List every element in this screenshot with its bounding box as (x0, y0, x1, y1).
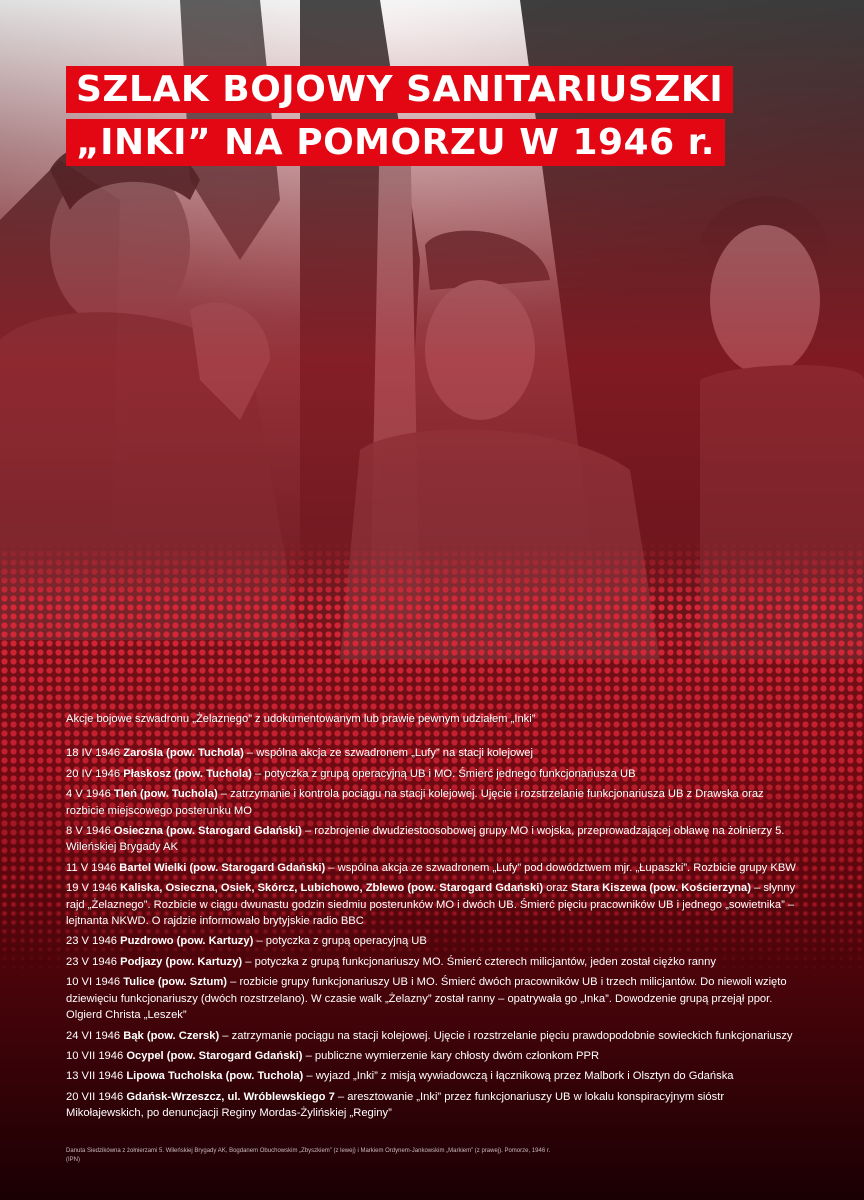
event-text: – potyczka z grupą funkcjonariuszy MO. Śmierć czterech milicjantów, jeden został ciężko ranny (242, 955, 716, 968)
event-item (66, 860, 798, 876)
event-date: 8 V 1946 (66, 825, 111, 838)
event-date: 23 V 1946 (66, 935, 118, 948)
caption-text: Danuta Siedzikówna z żołnierzami 5. Wileńskiej Brygady AK, Bogdanem Obuchowskim „Zbyszkiem” (z lewej) i Markiem Ordynem-Jankowskim „Markiem” (z prawej). Pomorze, 1946 r. (66, 1148, 551, 1154)
event-text: – rozbrojenie dwudziestoosobowej grupy MO i wojska, przeprowadzającej obławę na żołnierzy 5. Wileńskiej Brygady AK (66, 825, 785, 854)
event-mid: oraz (543, 882, 572, 895)
event-date: 18 IV 1946 (66, 747, 121, 760)
event-date: 10 VII 1946 (66, 1049, 124, 1062)
event-date: 19 V 1946 (66, 882, 118, 895)
event-date: 13 VII 1946 (66, 1070, 124, 1083)
event-place: Tleń (pow. Tuchola) (113, 788, 218, 801)
event-place: Kaliska, Osieczna, Osiek, Skórcz, Lubichowo, Zblewo (pow. Starogard Gdański) (120, 882, 544, 895)
event-item (66, 974, 798, 1023)
event-text: – zatrzymanie i kontrola pociągu na stacji kolejowej. Ujęcie i rozstrzelanie funkcjonariusza UB z Drawska oraz rozbicie miejscowego posterunku MO (66, 788, 764, 817)
caption-source: (IPN) (66, 1157, 80, 1163)
event-date: 20 IV 1946 (66, 767, 121, 780)
event-item (66, 786, 798, 819)
event-item (66, 1068, 798, 1084)
event-item (66, 1048, 798, 1064)
event-text: – zatrzymanie pociągu na stacji kolejowej. Ujęcie i rozstrzelanie pięciu prawdopodobnie sowieckich funkcjonariuszy (219, 1029, 793, 1042)
event-item (66, 823, 798, 856)
event-date: 20 VII 1946 (66, 1090, 124, 1103)
event-place: Tulice (pow. Sztum) (123, 976, 228, 989)
event-place: Płaskosz (pow. Tuchola) (123, 767, 252, 780)
event-date: 10 VI 1946 (66, 976, 121, 989)
title-line-2: „INKI” NA POMORZU W 1946 r. (66, 119, 725, 166)
event-text: – wspólna akcja ze szwadronem „Lufy” na stacji kolejowej (243, 747, 533, 760)
event-text: – potyczka z grupą operacyjną UB (253, 935, 427, 948)
event-place: Gdańsk-Wrzeszcz, ul. Wróblewskiego 7 (126, 1090, 335, 1103)
event-text: – publiczne wymierzenie kary chłosty dwóm członkom PPR (302, 1049, 600, 1062)
event-item (66, 954, 798, 970)
event-place: Zarośla (pow. Tuchola) (123, 747, 244, 760)
content-block (66, 711, 798, 1126)
title-line-1: SZLAK BOJOWY SANITARIUSZKI (66, 66, 733, 113)
event-date: 24 VI 1946 (66, 1029, 121, 1042)
event-date: 23 V 1946 (66, 955, 118, 968)
event-item (66, 1028, 798, 1044)
event-text: – słynny rajd „Żelaznego”. Rozbicie w ciągu dwunastu godzin siedmiu posterunków MO i dwóch UB. Śmierć pięciu pracowników UB i jednego „sowietnika” – lejtnanta NKWD. O rajdzie informowało brytyjskie radio BBC (66, 882, 796, 928)
event-item (66, 766, 798, 782)
event-place: Puzdrowo (pow. Kartuzy) (120, 935, 254, 948)
event-item (66, 880, 798, 929)
event-place: Lipowa Tucholska (pow. Tuchola) (126, 1070, 304, 1083)
event-place: Bartel Wielki (pow. Starogard Gdański) (119, 861, 326, 874)
event-date: 4 V 1946 (66, 788, 111, 801)
event-text: – wspólna akcja ze szwadronem „Lufy” pod dowództwem mjr. „Łupaszki”. Rozbicie grupy KBW (325, 861, 796, 874)
event-list (66, 745, 798, 1121)
event-item (66, 933, 798, 949)
event-place: Osieczna (pow. Starogard Gdański) (113, 825, 302, 838)
event-item (66, 1089, 798, 1122)
event-text: – rozbicie grupy funkcjonariuszy UB i MO. Śmierć dwóch pracowników UB i trzech milicjantów. Do niewoli wzięto dziewięciu funkcjonariuszy (dwóch rozstrzelano). W czasie walk „Żelazny” został ranny – opatrywała go „Inka”. Dowodzenie grupą przejął ppor. Olgierd Christa „Leszek” (66, 976, 787, 1022)
event-text: – aresztowanie „Inki” przez funkcjonariuszy UB w lokalu konspiracyjnym sióstr Mikołajewskich, po denuncjacji Reginy Mordas-Żylińskiej „Reginy” (66, 1090, 725, 1120)
event-place: Podjazy (pow. Kartuzy) (120, 955, 243, 968)
photo-caption (66, 1147, 626, 1165)
event-date: 11 V 1946 (66, 861, 117, 874)
event-place: Bąk (pow. Czersk) (123, 1029, 220, 1042)
event-place: Ocypel (pow. Starogard Gdański) (126, 1049, 303, 1062)
event-item (66, 745, 798, 761)
event-text: – potyczka z grupą operacyjną UB i MO. Śmierć jednego funkcjonariusza UB (251, 767, 636, 780)
event-text: – wyjazd „Inki” z misją wywiadowczą i łącznikową przez Malbork i Olsztyn do Gdańska (303, 1070, 734, 1083)
intro-text: Akcje bojowe szwadronu „Żelaznego” z udokumentowanym lub prawie pewnym udziałem „Inki” (66, 713, 536, 725)
event-place-2: Stara Kiszewa (pow. Kościerzyna) (571, 882, 751, 895)
